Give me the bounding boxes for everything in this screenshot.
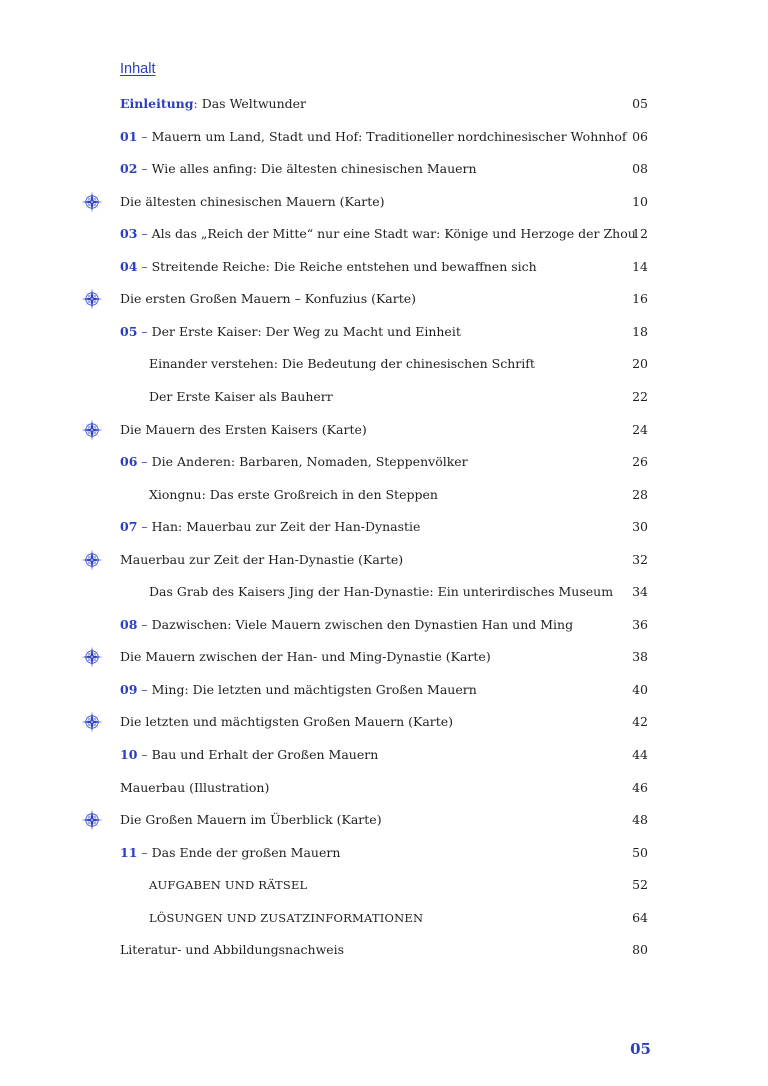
toc-entry-number: 01 xyxy=(120,128,138,144)
toc-entry-title: Die Anderen: Barbaren, Nomaden, Steppenvölker xyxy=(147,454,468,470)
toc-entry-number: 04 xyxy=(120,258,138,274)
toc-entry-separator: – xyxy=(137,844,148,860)
toc-entry-page-number: 16 xyxy=(632,291,648,307)
toc-entry-title: Xiongnu: Das erste Großreich in den Steppen xyxy=(149,486,438,502)
toc-entry-title: Das Grab des Kaisers Jing der Han-Dynastie: Ein unterirdisches Museum xyxy=(149,584,614,600)
toc-entry-text xyxy=(120,645,491,669)
toc-entry-title: Mauerbau zur Zeit der Han-Dynastie (Karte) xyxy=(120,551,404,567)
toc-entry[interactable] xyxy=(0,548,768,572)
toc-entry[interactable] xyxy=(0,776,768,800)
compass-rose-icon xyxy=(81,711,103,733)
toc-entry-text xyxy=(120,222,636,246)
toc-entry-page-number: 40 xyxy=(632,681,648,697)
toc-entry-page-number: 10 xyxy=(632,193,648,209)
toc-entry-text xyxy=(120,418,367,442)
toc-entry-title: Die ersten Großen Mauern – Konfuzius (Karte) xyxy=(120,291,417,307)
toc-entry-number: 05 xyxy=(120,323,138,339)
toc-entry-text xyxy=(120,287,416,311)
toc-entry-title: Der Erste Kaiser: Der Weg zu Macht und Einheit xyxy=(147,323,461,339)
toc-heading[interactable]: Inhalt xyxy=(120,61,156,77)
toc-entry[interactable] xyxy=(0,613,768,637)
toc-entry[interactable] xyxy=(0,841,768,865)
toc-entry-text xyxy=(149,906,423,930)
toc-entry[interactable] xyxy=(0,190,768,214)
toc-entry[interactable] xyxy=(0,873,768,897)
compass-rose-icon xyxy=(81,809,103,831)
toc-entry-separator: – xyxy=(137,681,148,697)
toc-entry-page-number: 22 xyxy=(632,388,648,404)
toc-entry-page-number: 80 xyxy=(632,942,648,958)
toc-entry-title: LÖSUNGEN UND ZUSATZINFORMATIONEN xyxy=(149,910,424,925)
toc-entry-number: 02 xyxy=(120,161,138,177)
toc-entry-page-number: 14 xyxy=(632,258,648,274)
toc-entry-text xyxy=(120,776,269,800)
toc-entry-text xyxy=(120,678,477,702)
compass-rose-icon xyxy=(81,549,103,571)
toc-entry-number: 11 xyxy=(120,844,138,860)
toc-entry-text xyxy=(120,125,627,149)
toc-entry-text xyxy=(120,938,344,962)
toc-entry[interactable] xyxy=(0,743,768,767)
toc-entry-title: Die Großen Mauern im Überblick (Karte) xyxy=(120,812,382,828)
toc-entry-text xyxy=(120,613,573,637)
toc-entry-page-number: 38 xyxy=(632,649,648,665)
toc-entry-page-number: 26 xyxy=(632,454,648,470)
toc-entry[interactable] xyxy=(0,678,768,702)
toc-entry-separator: – xyxy=(137,747,148,762)
toc-entry-number: 03 xyxy=(120,226,138,242)
toc-entry[interactable] xyxy=(0,385,768,409)
toc-entry[interactable] xyxy=(0,450,768,474)
compass-rose-icon xyxy=(81,288,103,310)
toc-entry-page-number: 24 xyxy=(632,421,648,437)
toc-entry-title: AUFGABEN UND RÄTSEL xyxy=(149,878,308,893)
toc-entry-separator: – xyxy=(137,454,148,470)
toc-entry-page-number: 20 xyxy=(632,356,648,372)
toc-entry-number: 10 xyxy=(120,747,138,762)
toc-entry-separator: – xyxy=(137,519,148,535)
toc-entry-separator: – xyxy=(137,161,148,177)
toc-entry-title: Mauern um Land, Stadt und Hof: Traditioneller nordchinesischer Wohnhof xyxy=(147,128,627,144)
toc-entry-page-number: 42 xyxy=(632,714,648,730)
toc-entry-text xyxy=(149,580,613,604)
toc-entry[interactable] xyxy=(0,125,768,149)
toc-entry-page-number: 46 xyxy=(632,779,648,795)
toc-entry-page-number: 50 xyxy=(632,844,648,860)
toc-entry-number: 06 xyxy=(120,454,138,470)
toc-entry-text xyxy=(120,450,468,474)
toc-entry-text xyxy=(120,92,306,116)
toc-entry[interactable] xyxy=(0,320,768,344)
compass-rose-icon xyxy=(81,191,103,213)
toc-entry-text xyxy=(120,841,340,865)
toc-entry-number: 07 xyxy=(120,519,138,535)
toc-entry-page-number: 32 xyxy=(632,551,648,567)
toc-entry-title: Die ältesten chinesischen Mauern (Karte) xyxy=(120,193,385,209)
toc-entry[interactable] xyxy=(0,92,768,116)
toc-entry-title: Dazwischen: Viele Mauern zwischen den Dynastien Han und Ming xyxy=(147,616,574,632)
toc-entry[interactable] xyxy=(0,580,768,604)
toc-entry-page-number: 28 xyxy=(632,486,648,502)
toc-entry[interactable] xyxy=(0,352,768,376)
toc-entry-title: Ming: Die letzten und mächtigsten Großen Mauern xyxy=(147,681,477,697)
toc-entry-separator: – xyxy=(137,323,148,339)
toc-entry-title: Die letzten und mächtigsten Großen Mauern (Karte) xyxy=(120,714,454,730)
toc-entry-text xyxy=(120,157,477,181)
toc-entry-text xyxy=(149,483,438,507)
toc-entry-text xyxy=(149,385,333,409)
toc-entry-text xyxy=(120,710,453,734)
toc-entry-page-number: 08 xyxy=(632,161,648,177)
toc-entry-text xyxy=(120,808,382,832)
toc-entry-title: Das Weltwunder xyxy=(197,96,306,111)
toc-entry-page-number: 05 xyxy=(632,96,648,111)
toc-entry-title: Wie alles anfing: Die ältesten chinesischen Mauern xyxy=(147,161,477,177)
toc-entry-title: Literatur- und Abbildungsnachweis xyxy=(120,942,345,958)
toc-entry-page-number: 48 xyxy=(632,812,648,828)
toc-entry[interactable] xyxy=(0,906,768,930)
toc-entry[interactable] xyxy=(0,645,768,669)
toc-entry[interactable] xyxy=(0,418,768,442)
toc-entry-title: Das Ende der großen Mauern xyxy=(147,844,341,860)
toc-entry-title: Mauerbau (Illustration) xyxy=(120,779,270,795)
toc-entry-title: Streitende Reiche: Die Reiche entstehen und bewaffnen sich xyxy=(147,258,537,274)
footer-page-number: 05 xyxy=(630,1040,651,1058)
toc-entry-separator: : xyxy=(193,96,198,111)
toc-entry-text xyxy=(120,320,461,344)
toc-entry[interactable] xyxy=(0,938,768,962)
toc-entry-title: Der Erste Kaiser als Bauherr xyxy=(149,388,333,404)
toc-entry[interactable] xyxy=(0,157,768,181)
toc-entry-text xyxy=(120,255,537,279)
toc-entry[interactable] xyxy=(0,222,768,246)
toc-entry-title: Als das „Reich der Mitte“ nur eine Stadt war: Könige und Herzoge der Zhou xyxy=(147,226,636,242)
toc-entry-page-number: 52 xyxy=(632,877,648,893)
toc-entry[interactable] xyxy=(0,710,768,734)
toc-entry[interactable] xyxy=(0,287,768,311)
toc-entry-title: Han: Mauerbau zur Zeit der Han-Dynastie xyxy=(147,519,421,535)
toc-entry-text xyxy=(120,190,385,214)
toc-entry-page-number: 18 xyxy=(632,323,648,339)
toc-entry-page-number: 44 xyxy=(632,747,648,762)
toc-entry-page-number: 06 xyxy=(632,128,648,144)
toc-entry[interactable] xyxy=(0,483,768,507)
toc-entry-page-number: 34 xyxy=(632,584,648,600)
toc-entry-title: Die Mauern zwischen der Han- und Ming-Dynastie (Karte) xyxy=(120,649,491,665)
toc-entry-title: Bau und Erhalt der Großen Mauern xyxy=(147,747,379,762)
toc-entry-number: 09 xyxy=(120,681,138,697)
toc-entry-separator: – xyxy=(137,226,148,242)
toc-entry-title: Einander verstehen: Die Bedeutung der chinesischen Schrift xyxy=(149,356,535,372)
toc-entry-text xyxy=(120,743,378,767)
toc-entry-page-number: 30 xyxy=(632,519,648,535)
toc-entry-number: Einleitung xyxy=(120,96,194,111)
toc-entry-page-number: 12 xyxy=(632,226,648,242)
toc-entry-text xyxy=(120,548,403,572)
toc-entry-separator: – xyxy=(137,616,148,632)
toc-entry-text xyxy=(149,873,307,897)
compass-rose-icon xyxy=(81,419,103,441)
compass-rose-icon xyxy=(81,646,103,668)
toc-entry-text xyxy=(120,515,420,539)
toc-entry-text xyxy=(149,352,535,376)
toc-entry-title: Die Mauern des Ersten Kaisers (Karte) xyxy=(120,421,367,437)
toc-entry[interactable] xyxy=(0,255,768,279)
toc-entry-page-number: 64 xyxy=(632,909,648,925)
toc-entry-number: 08 xyxy=(120,616,138,632)
toc-entry[interactable] xyxy=(0,515,768,539)
toc-entry-separator: – xyxy=(137,128,148,144)
toc-entry-separator: – xyxy=(137,258,148,274)
toc-entry[interactable] xyxy=(0,808,768,832)
toc-entry-page-number: 36 xyxy=(632,616,648,632)
